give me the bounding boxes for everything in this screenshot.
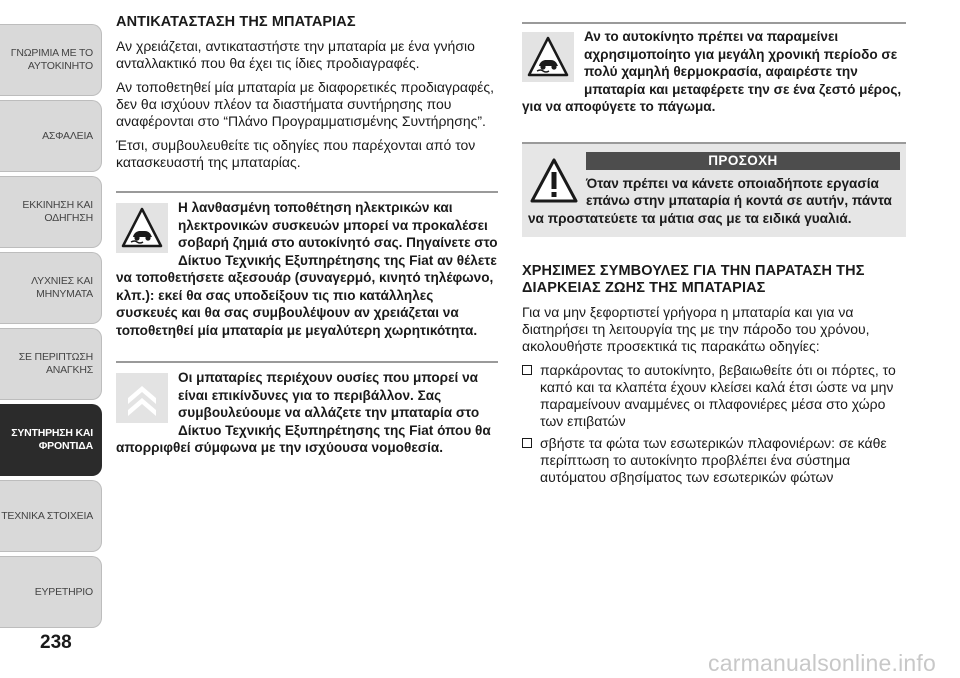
paragraph: Έτσι, συμβουλευθείτε τις οδηγίες που παρέχονται από τον κατασκευαστή της μπαταρίας. [116,137,476,170]
chapter-sidebar [0,0,104,678]
divider [116,361,498,363]
tab-label: ΣΥΝΤΗΡΗΣΗ ΚΑΙ ΦΡΟΝΤΙΔΑ [11,427,93,452]
section-title-battery-replacement: ΑΝΤΙΚΑΤΑΣΤΑΣΗ ΤΗΣ ΜΠΑΤΑΡΙΑΣ [116,14,356,30]
recycle-chevron-icon [116,373,168,423]
car-skid-icon [116,203,168,253]
tab-emergency[interactable] [0,328,102,400]
right-column [522,14,906,491]
car-skid-icon [522,32,574,82]
tab-maintenance[interactable] [0,404,102,476]
tab-safety[interactable] [0,100,102,172]
tab-label: ΓΝΩΡΙΜΙΑ ΜΕ ΤΟ ΑΥΤΟΚΙΝΗΤΟ [10,47,93,72]
note-text: Αν το αυτοκίνητο πρέπει να παραμείνει αχρησιμοποίητο για μεγάλη χρονική περίοδο σε πολύ χαμηλή θερμοκρασία, αφαιρέστε την μπαταρία και μεταφέρετε την σε ένα ζεστό μέρος, για να αποφύγετε το πάγωμα. [522,29,902,114]
paragraph: Αν χρειάζεται, αντικαταστήστε την μπαταρία με ένα γνήσιο ανταλλακτικό που θα έχει τις ίδιες προδιαγραφές. [116,38,475,71]
tab-label: ΕΚΚΙΝΗΣΗ ΚΑΙ ΟΔΗΓΗΣΗ [22,199,93,224]
note-text: Η λανθασμένη τοποθέτηση ηλεκτρικών και ηλεκτρονικών συσκευών μπορεί να προκαλέσει σοβαρή ζημιά στο αυτοκίνητό σας. Πηγαίνετε στο Δίκτυο Τεχνικής Εξυπηρέτησης της Fiat αν θέλετε να τοποθετήσετε αξεσουάρ (συναγερμό, κινητό τηλέφωνο, κλπ.): εκεί θα σας υποδείξουν τις πιο κατάλληλες συσκευές και θα σας συμβουλέψουν αν χρειάζεται να τοποθετηθεί μία μπαταρία με μεγαλύτερη χωρητικότητα. [116,200,498,338]
note-battery-environment [116,369,498,457]
note-text: Οι μπαταρίες περιέχουν ουσίες που μπορεί να είναι επικίνδυνες για το περιβάλλον. Σας συμβουλεύουμε να αλλάζετε την μπαταρία στο Δίκτυο Τεχνικής Εξυπηρέτησης της Fiat όπου θα απορριφθεί σύμφωνα με την ισχύουσα νομοθεσία. [116,370,491,455]
paragraph: Για να μην ξεφορτιστεί γρήγορα η μπαταρία και για να διατηρήσει τη λειτουργία της με την πάροδο του χρόνου, ακολουθήστε προσεκτικά τις παρακάτω οδηγίες: [522,304,870,354]
list-item-text: σβήστε τα φώτα των εσωτερικών πλαφονιέρων: σε κάθε περίπτωση το αυτοκίνητο προβλέπει ένα σύστημα αυτόματου σβησίματος των εσωτερικών φώτων [540,435,887,485]
tab-warning-lights[interactable] [0,252,102,324]
tab-label: ΤΕΧΝΙΚΑ ΣΤΟΙΧΕΙΑ [1,509,93,522]
warning-box [522,144,906,238]
note-electrical-devices [116,199,498,339]
note-cold-storage [522,28,906,116]
tab-label: ΑΣΦΑΛΕΙΑ [42,129,93,142]
tips-list [522,362,906,486]
left-column [116,14,498,457]
tab-label: ΛΥΧΝΙΕΣ ΚΑΙ ΜΗΝΥΜΑΤΑ [31,275,93,300]
bullet-square-icon [522,438,532,448]
tab-label: ΣΕ ΠΕΡΙΠΤΩΣΗ ΑΝΑΓΚΗΣ [18,351,93,376]
tab-starting-driving[interactable] [0,176,102,248]
warning-triangle-icon [528,155,580,207]
page-number: 238 [40,632,72,653]
paragraph: Αν τοποθετηθεί μία μπαταρία με διαφορετικές προδιαγραφές, δεν θα ισχύουν πλέον τα διαστήματα συντήρησης που αναφέρονται στο “Πλάνο Προγραμματισμένης Συντήρησης”. [116,79,494,129]
watermark: carmanualsonline.info [708,650,936,676]
list-item [522,362,906,430]
tab-getting-to-know[interactable] [0,24,102,96]
list-item-text: παρκάροντας το αυτοκίνητο, βεβαιωθείτε ότι οι πόρτες, το καπό και τα κλαπέτα έχουν κλείσει καλά έτσι ώστε να μην παραμείνουν αναμμένες οι πλαφονιέρες μέσα στο χώρο των επιβατών [540,362,896,429]
warning-header: ΠΡΟΣΟΧΗ [586,152,900,170]
list-item [522,435,906,486]
tab-technical-data[interactable] [0,480,102,552]
bullet-square-icon [522,365,532,375]
tab-label: ΕΥΡΕΤΗΡΙΟ [34,585,93,598]
tab-index[interactable] [0,556,102,628]
divider [522,22,906,24]
divider [116,191,498,193]
warning-text: Όταν πρέπει να κάνετε οποιαδήποτε εργασία επάνω στην μπαταρία ή κοντά σε αυτήν, πάντα να προστατεύετε τα μάτια σας με τα ειδικά γυαλιά. [528,175,892,226]
section-title-battery-tips: ΧΡΗΣΙΜΕΣ ΣΥΜΒΟΥΛΕΣ ΓΙΑ ΤΗΝ ΠΑΡΑΤΑΣΗ ΤΗΣ ΔΙΑΡΚΕΙΑΣ ΖΩΗΣ ΤΗΣ ΜΠΑΤΑΡΙΑΣ [522,263,865,296]
